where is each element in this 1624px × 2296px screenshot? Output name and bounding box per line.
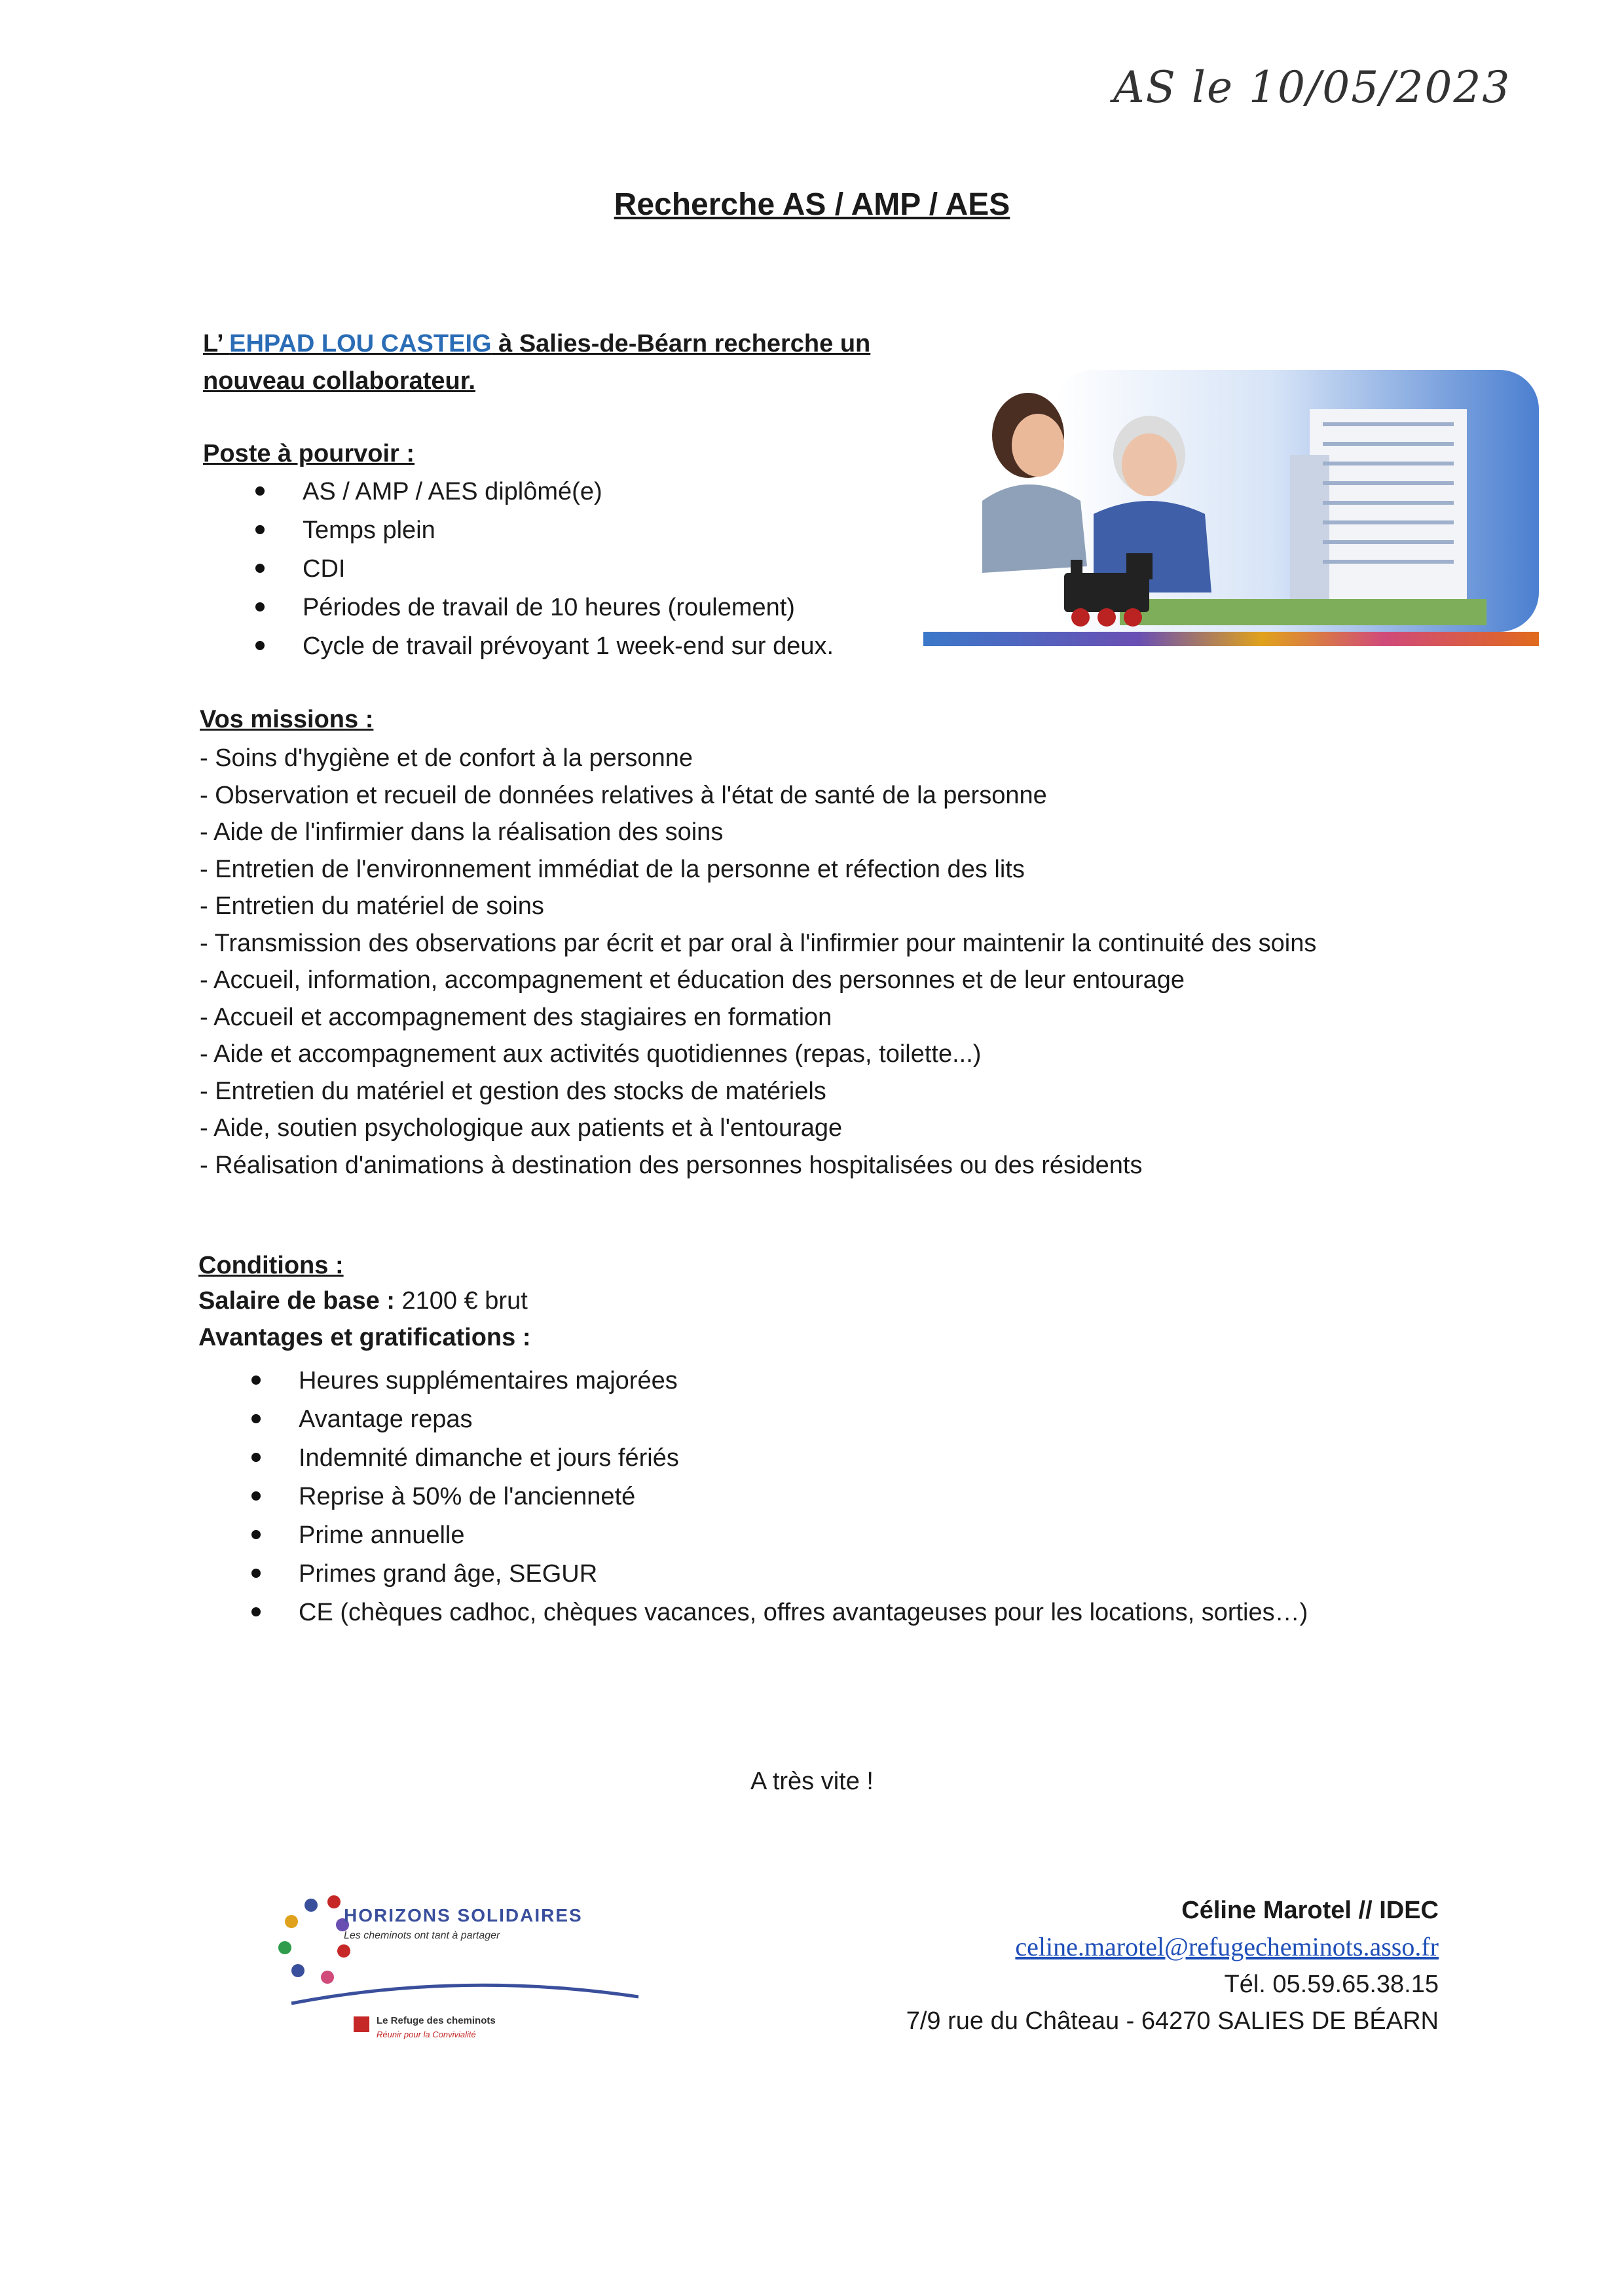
list-item: Heures supplémentaires majorées: [299, 1362, 1308, 1400]
bullet-icon: [255, 564, 265, 573]
list-item: Avantage repas: [299, 1400, 1308, 1439]
logo-name: HORIZONS SOLIDAIRES: [344, 1905, 583, 1925]
mission-item: - Accueil et accompagnement des stagiaires en formation: [200, 1003, 832, 1031]
salary-line: [198, 1287, 528, 1315]
logo-sub-tagline: Réunir pour la Convivialité: [377, 2030, 476, 2039]
bullet-icon: [255, 525, 265, 534]
building: [1290, 409, 1467, 606]
intro-line2: nouveau collaborateur.: [203, 367, 475, 395]
list-item: CE (chèques cadhoc, chèques vacances, offres avantageuses pour les locations, sorties…): [299, 1594, 1308, 1632]
salary-value: 2100 € brut: [394, 1287, 528, 1315]
refuge-icon: [354, 2016, 369, 2032]
bullet-icon: [251, 1569, 261, 1578]
contact-phone: Tél. 05.59.65.38.15: [1224, 1971, 1439, 1998]
bullet-icon: [251, 1376, 261, 1385]
mission-item: - Entretien du matériel et gestion des stocks de matériels: [200, 1077, 826, 1105]
salary-label: Salaire de base :: [198, 1287, 395, 1315]
list-item: Temps plein: [303, 511, 834, 550]
mission-item: - Aide, soutien psychologique aux patients et à l'entourage: [200, 1114, 843, 1142]
bullet-icon: [255, 486, 265, 496]
bullet-icon: [255, 641, 265, 650]
bullet-icon: [251, 1453, 261, 1462]
mission-item: - Réalisation d'animations à destination des personnes hospitalisées ou des résidents: [200, 1151, 1143, 1179]
intro-paragraph: [203, 325, 923, 400]
list-item: Prime annuelle: [299, 1516, 1308, 1555]
list-item: AS / AMP / AES diplômé(e): [303, 473, 834, 511]
mission-item: - Aide de l'infirmier dans la réalisation des soins: [200, 818, 724, 846]
mission-item: - Transmission des observations par écrit et par oral à l'infirmier pour maintenir la continuité des soins: [200, 929, 1317, 957]
color-stripe: [923, 632, 1539, 646]
closing-line: A très vite !: [750, 1768, 874, 1795]
contact-email-link[interactable]: celine.marotel@refugecheminots.asso.fr: [1015, 1932, 1439, 1961]
lawn: [1120, 599, 1486, 625]
list-item: Reprise à 50% de l'ancienneté: [299, 1478, 1308, 1516]
horizons-solidaires-logo: [265, 1886, 645, 2056]
contact-address: 7/9 rue du Château - 64270 SALIES DE BÉARN: [906, 2007, 1439, 2035]
bullet-icon: [251, 1607, 261, 1616]
mission-item: - Entretien du matériel de soins: [200, 892, 544, 920]
mission-item: - Soins d'hygiène et de confort à la personne: [200, 744, 693, 772]
bullet-icon: [251, 1530, 261, 1539]
poste-label: Poste à pourvoir :: [203, 440, 415, 467]
mission-item: - Entretien de l'environnement immédiat de la personne et réfection des lits: [200, 855, 1025, 883]
logo-sub-name: Le Refuge des cheminots: [377, 2015, 496, 2026]
logo-tagline: Les cheminots ont tant à partager: [344, 1930, 500, 1941]
poste-list: [303, 473, 834, 666]
bullet-icon: [255, 602, 265, 611]
bullet-icon: [251, 1414, 261, 1423]
list-item: Périodes de travail de 10 heures (roulement): [303, 589, 834, 627]
missions-list: [200, 740, 1411, 1184]
caregiver-photo: [923, 357, 1539, 684]
mission-item: - Observation et recueil de données relatives à l'état de santé de la personne: [200, 781, 1047, 809]
list-item: Primes grand âge, SEGUR: [299, 1555, 1308, 1594]
intro-line1-rest: à Salies-de-Béarn recherche un: [491, 330, 871, 357]
contact-name: Céline Marotel // IDEC: [1181, 1897, 1439, 1924]
list-item: Indemnité dimanche et jours fériés: [299, 1439, 1308, 1478]
intro-prefix: L’: [203, 330, 230, 357]
bullet-icon: [251, 1491, 261, 1501]
mission-item: - Aide et accompagnement aux activités quotidiennes (repas, toilette...): [200, 1040, 982, 1068]
mission-item: - Accueil, information, accompagnement et éducation des personnes et de leur entourage: [200, 966, 1185, 994]
list-item: CDI: [303, 550, 834, 589]
list-item: Cycle de travail prévoyant 1 week-end sur deux.: [303, 627, 834, 666]
missions-label: Vos missions :: [200, 706, 374, 733]
avantages-label: Avantages et gratifications :: [198, 1324, 531, 1351]
establishment-name: EHPAD LOU CASTEIG: [229, 330, 492, 357]
page-title: Recherche AS / AMP / AES: [614, 187, 1010, 222]
avantages-list: [299, 1362, 1308, 1632]
conditions-label: Conditions :: [198, 1252, 344, 1279]
handwritten-date-note: AS le 10/05/2023: [1113, 62, 1511, 113]
contact-block: [906, 1892, 1439, 2039]
